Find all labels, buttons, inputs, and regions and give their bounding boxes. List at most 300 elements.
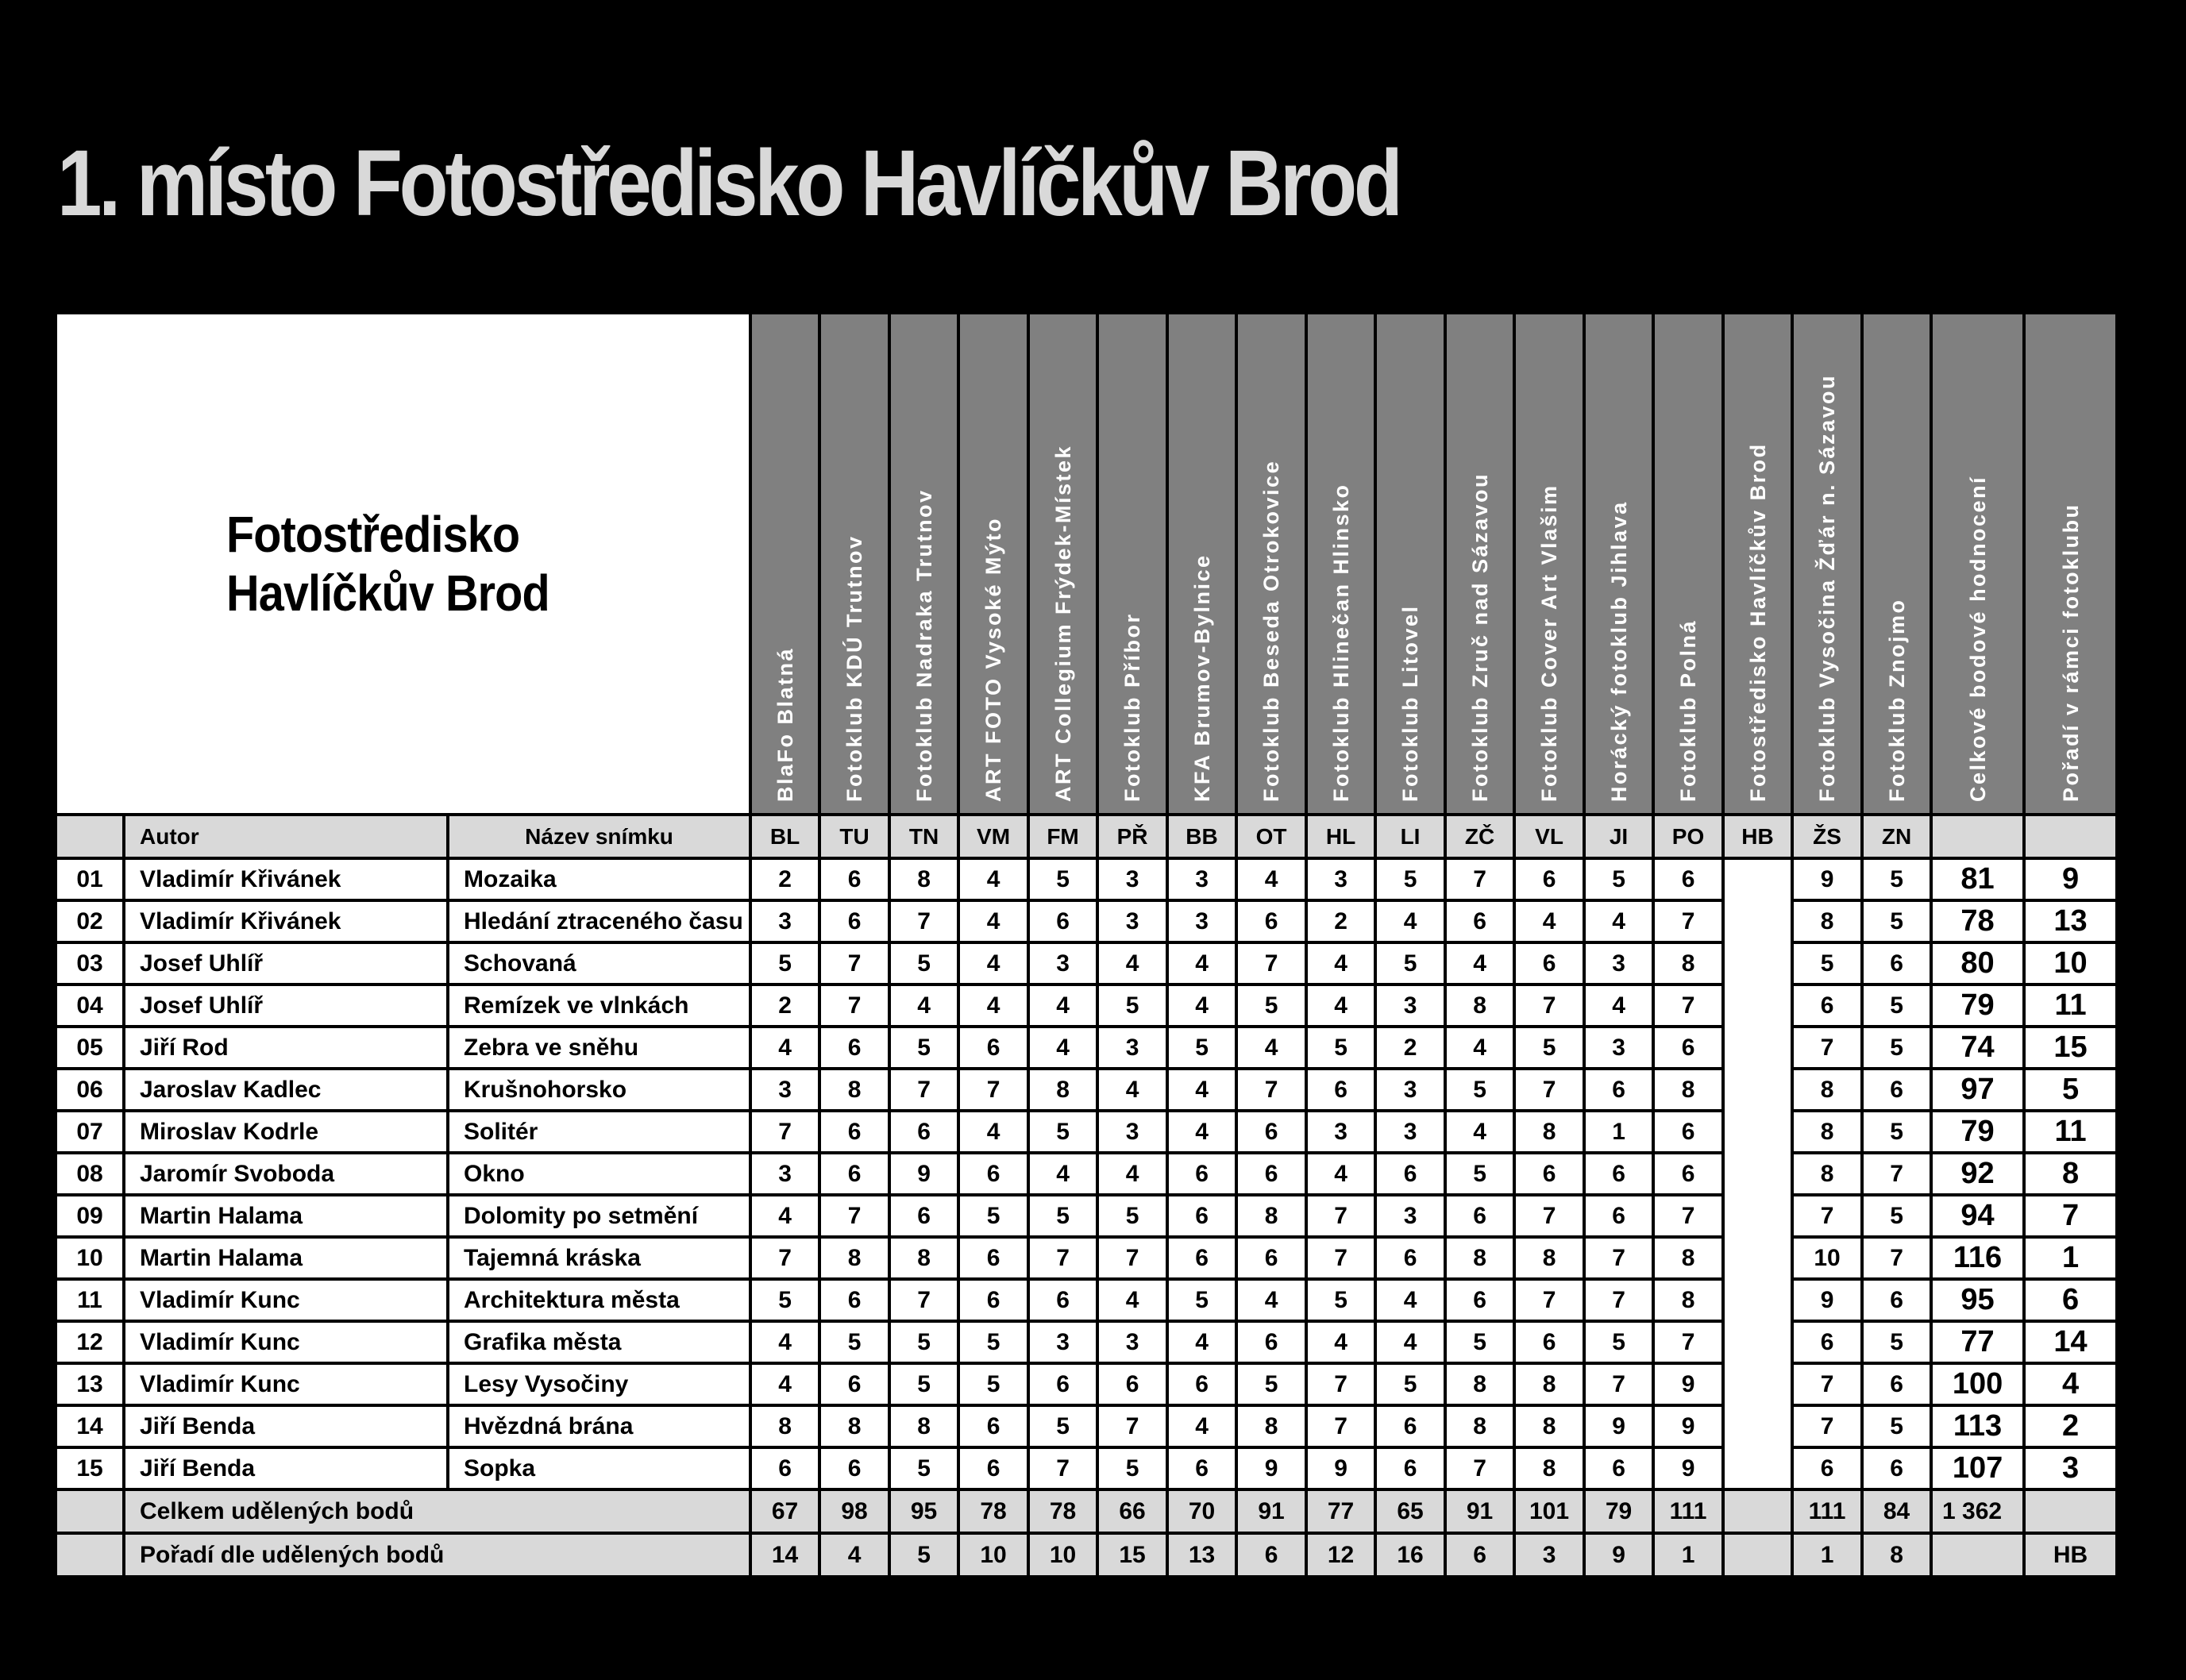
author-cell: Vladimír Kunc xyxy=(124,1363,448,1405)
score-cell: 6 xyxy=(1653,1111,1723,1153)
club-code-cell: FM xyxy=(1028,815,1097,858)
totals-row-value: 91 xyxy=(1445,1489,1514,1533)
score-cell: 3 xyxy=(1028,1321,1097,1363)
score-cell: 1 xyxy=(1584,1111,1653,1153)
score-cell: 7 xyxy=(1306,1405,1375,1447)
score-cell: 3 xyxy=(1097,1111,1167,1153)
score-cell: 4 xyxy=(1097,1153,1167,1195)
score-cell: 5 xyxy=(1862,900,1931,942)
score-cell: 7 xyxy=(1584,1237,1653,1279)
score-cell: 8 xyxy=(1514,1237,1584,1279)
rank-cell: 11 xyxy=(2024,1111,2117,1153)
score-cell: 7 xyxy=(958,1069,1028,1111)
score-cell: 6 xyxy=(1028,900,1097,942)
score-cell: 7 xyxy=(1306,1237,1375,1279)
score-cell: 8 xyxy=(1792,1111,1862,1153)
score-cell xyxy=(1723,1447,1792,1489)
club-code-cell: HB xyxy=(1723,815,1792,858)
score-cell: 5 xyxy=(1514,1027,1584,1069)
ranking-row-value: 4 xyxy=(819,1533,889,1577)
row-number: 07 xyxy=(56,1111,124,1153)
club-column-header xyxy=(1167,313,1236,815)
score-cell: 6 xyxy=(1375,1237,1445,1279)
totals-row-value: 67 xyxy=(750,1489,819,1533)
score-cell: 9 xyxy=(1306,1447,1375,1489)
score-cell: 8 xyxy=(1653,1237,1723,1279)
total-score-cell: 79 xyxy=(1931,1111,2024,1153)
column-codes-row xyxy=(56,815,2117,858)
score-cell: 3 xyxy=(1375,1195,1445,1237)
score-cell: 4 xyxy=(958,858,1028,900)
score-cell: 6 xyxy=(819,1447,889,1489)
score-cell: 3 xyxy=(1028,942,1097,984)
row-number: 04 xyxy=(56,984,124,1027)
score-cell: 5 xyxy=(889,942,958,984)
score-cell: 6 xyxy=(1167,1153,1236,1195)
score-cell: 6 xyxy=(958,1027,1028,1069)
club-code-cell: LI xyxy=(1375,815,1445,858)
score-cell: 6 xyxy=(1167,1195,1236,1237)
score-cell: 6 xyxy=(819,1111,889,1153)
club-column-label: Fotoklub Zruč nad Sázavou xyxy=(1467,472,1492,802)
club-column-label: Fotoklub Litovel xyxy=(1398,604,1423,802)
score-cell: 4 xyxy=(1167,1405,1236,1447)
author-cell: Martin Halama xyxy=(124,1195,448,1237)
score-cell: 4 xyxy=(1445,1111,1514,1153)
score-cell: 7 xyxy=(1306,1195,1375,1237)
table-row xyxy=(56,1237,2117,1279)
blank-cell xyxy=(56,1533,124,1577)
total-score-cell: 79 xyxy=(1931,984,2024,1027)
score-cell: 6 xyxy=(1445,1279,1514,1321)
author-cell: Vladimír Křivánek xyxy=(124,858,448,900)
total-score-cell: 81 xyxy=(1931,858,2024,900)
club-column-header xyxy=(1097,313,1167,815)
total-score-cell: 94 xyxy=(1931,1195,2024,1237)
score-cell: 4 xyxy=(1375,1321,1445,1363)
row-number: 05 xyxy=(56,1027,124,1069)
author-cell: Vladimír Křivánek xyxy=(124,900,448,942)
score-cell: 5 xyxy=(1375,858,1445,900)
score-cell: 6 xyxy=(819,1363,889,1405)
club-code-cell: OT xyxy=(1236,815,1306,858)
club-column-header xyxy=(1792,313,1862,815)
score-cell: 4 xyxy=(1028,1153,1097,1195)
rank-cell: 7 xyxy=(2024,1195,2117,1237)
table-row xyxy=(56,1195,2117,1237)
ranking-row-value: 3 xyxy=(1514,1533,1584,1577)
score-cell: 6 xyxy=(1236,1153,1306,1195)
total-score-cell: 78 xyxy=(1931,900,2024,942)
score-cell: 6 xyxy=(1375,1405,1445,1447)
total-score-cell: 100 xyxy=(1931,1363,2024,1405)
score-cell: 6 xyxy=(1862,1279,1931,1321)
score-cell: 5 xyxy=(1862,1405,1931,1447)
score-cell: 4 xyxy=(958,984,1028,1027)
score-cell: 3 xyxy=(750,1153,819,1195)
table-row xyxy=(56,1405,2117,1447)
totals-row-value: 98 xyxy=(819,1489,889,1533)
club-code-cell: TN xyxy=(889,815,958,858)
score-cell: 4 xyxy=(1584,900,1653,942)
row-number: 01 xyxy=(56,858,124,900)
score-cell: 6 xyxy=(958,1405,1028,1447)
score-cell: 7 xyxy=(1792,1405,1862,1447)
score-cell xyxy=(1723,1321,1792,1363)
score-cell: 5 xyxy=(958,1195,1028,1237)
total-score-cell: 74 xyxy=(1931,1027,2024,1069)
score-cell: 6 xyxy=(819,1027,889,1069)
blank-cell xyxy=(1931,1533,2024,1577)
club-column-header xyxy=(1862,313,1931,815)
photo-title-cell: Sopka xyxy=(448,1447,750,1489)
score-cell: 5 xyxy=(1584,1321,1653,1363)
score-cell xyxy=(1723,942,1792,984)
club-column-label: Fotoklub Hlinečan Hlinsko xyxy=(1328,483,1353,802)
club-column-label: Fotoklub Cover Art Vlašim xyxy=(1537,484,1562,802)
total-score-cell: 116 xyxy=(1931,1237,2024,1279)
score-cell: 8 xyxy=(819,1069,889,1111)
ranking-row-value: 14 xyxy=(750,1533,819,1577)
score-cell: 4 xyxy=(1167,984,1236,1027)
score-cell: 8 xyxy=(1445,984,1514,1027)
score-cell: 5 xyxy=(1375,1363,1445,1405)
score-cell: 7 xyxy=(1097,1237,1167,1279)
score-cell: 5 xyxy=(1028,1405,1097,1447)
score-cell: 4 xyxy=(1097,1279,1167,1321)
score-cell: 6 xyxy=(1792,984,1862,1027)
score-cell: 5 xyxy=(889,1447,958,1489)
author-cell: Jiří Benda xyxy=(124,1405,448,1447)
score-cell: 6 xyxy=(958,1153,1028,1195)
ranking-row-value: 10 xyxy=(958,1533,1028,1577)
club-column-label: BlaFo Blatná xyxy=(773,646,797,802)
score-cell: 5 xyxy=(1792,942,1862,984)
author-cell: Vladimír Kunc xyxy=(124,1279,448,1321)
score-cell: 5 xyxy=(1862,1111,1931,1153)
score-cell: 3 xyxy=(750,1069,819,1111)
totals-row-label: Celkem udělených bodů xyxy=(124,1489,750,1533)
score-cell: 8 xyxy=(1653,942,1723,984)
score-cell: 8 xyxy=(1514,1405,1584,1447)
totals-row-value: 66 xyxy=(1097,1489,1167,1533)
score-cell: 4 xyxy=(1306,1321,1375,1363)
club-column-label: Fotoklub Příbor xyxy=(1120,612,1145,802)
club-column-header xyxy=(1306,313,1375,815)
totals-row-value: 91 xyxy=(1236,1489,1306,1533)
score-cell: 5 xyxy=(1862,1195,1931,1237)
score-cell: 4 xyxy=(1236,858,1306,900)
score-cell: 6 xyxy=(1514,942,1584,984)
rank-cell: 13 xyxy=(2024,900,2117,942)
score-cell: 3 xyxy=(1375,1111,1445,1153)
score-cell: 8 xyxy=(889,1237,958,1279)
score-cell xyxy=(1723,984,1792,1027)
score-cell: 8 xyxy=(1514,1447,1584,1489)
total-score-cell: 95 xyxy=(1931,1279,2024,1321)
photo-title-cell: Hledání ztraceného času xyxy=(448,900,750,942)
score-cell: 3 xyxy=(1375,984,1445,1027)
score-cell: 7 xyxy=(819,942,889,984)
rank-cell: 2 xyxy=(2024,1405,2117,1447)
photo-title-cell: Krušnohorsko xyxy=(448,1069,750,1111)
score-cell: 8 xyxy=(750,1405,819,1447)
rank-cell: 15 xyxy=(2024,1027,2117,1069)
no-header-cell xyxy=(56,815,124,858)
score-cell: 5 xyxy=(1445,1153,1514,1195)
score-cell: 5 xyxy=(1097,1195,1167,1237)
score-cell: 5 xyxy=(1167,1027,1236,1069)
club-column-label: Fotoklub Znojmo xyxy=(1884,598,1909,802)
club-column-label: Horácký fotoklub Jihlava xyxy=(1606,500,1631,802)
score-cell: 7 xyxy=(1445,1447,1514,1489)
score-cell: 9 xyxy=(1584,1405,1653,1447)
score-cell: 9 xyxy=(1653,1405,1723,1447)
club-column-label: Fotostředisko Havlíčkův Brod xyxy=(1745,442,1770,802)
score-cell: 7 xyxy=(1028,1237,1097,1279)
photo-title-cell: Grafika města xyxy=(448,1321,750,1363)
table-row xyxy=(56,1279,2117,1321)
score-cell: 3 xyxy=(1306,1111,1375,1153)
ranking-row-value: 16 xyxy=(1375,1533,1445,1577)
score-cell: 4 xyxy=(958,942,1028,984)
ranking-row-value: 6 xyxy=(1445,1533,1514,1577)
totals-row-value: 111 xyxy=(1792,1489,1862,1533)
photo-title-cell: Tajemná kráska xyxy=(448,1237,750,1279)
row-number: 02 xyxy=(56,900,124,942)
score-cell: 7 xyxy=(1236,1069,1306,1111)
club-column-header xyxy=(1653,313,1723,815)
score-cell: 5 xyxy=(1445,1321,1514,1363)
score-cell: 6 xyxy=(1167,1363,1236,1405)
club-code-cell: ZN xyxy=(1862,815,1931,858)
score-cell xyxy=(1723,1153,1792,1195)
score-cell: 4 xyxy=(1375,900,1445,942)
table-row xyxy=(56,1111,2117,1153)
score-cell: 7 xyxy=(819,984,889,1027)
score-cell: 4 xyxy=(750,1321,819,1363)
score-cell: 5 xyxy=(889,1027,958,1069)
club-column-header xyxy=(1028,313,1097,815)
score-cell: 7 xyxy=(889,900,958,942)
header-row xyxy=(56,313,2117,815)
score-cell: 7 xyxy=(1792,1363,1862,1405)
totals-row-value: 65 xyxy=(1375,1489,1445,1533)
score-cell: 5 xyxy=(750,942,819,984)
results-table xyxy=(54,311,2119,1578)
total-score-cell: 92 xyxy=(1931,1153,2024,1195)
rank-cell: 6 xyxy=(2024,1279,2117,1321)
club-name-line-2: Havlíčkův Brod xyxy=(226,564,549,622)
club-column-header xyxy=(1375,313,1445,815)
author-cell: Josef Uhlíř xyxy=(124,942,448,984)
photo-header: Název snímku xyxy=(448,815,750,858)
score-cell: 6 xyxy=(889,1195,958,1237)
score-cell: 3 xyxy=(1097,1027,1167,1069)
score-cell: 4 xyxy=(1028,1027,1097,1069)
score-cell: 4 xyxy=(1306,1153,1375,1195)
score-cell: 5 xyxy=(1306,1027,1375,1069)
score-cell: 7 xyxy=(889,1069,958,1111)
score-cell: 8 xyxy=(1653,1279,1723,1321)
score-cell: 5 xyxy=(1862,1321,1931,1363)
score-cell: 5 xyxy=(1306,1279,1375,1321)
club-column-label: Fotoklub Polná xyxy=(1676,619,1701,802)
score-cell: 6 xyxy=(1445,900,1514,942)
score-cell: 6 xyxy=(1028,1279,1097,1321)
club-code-cell: BL xyxy=(750,815,819,858)
author-cell: Jiří Rod xyxy=(124,1027,448,1069)
club-name-box xyxy=(56,313,750,815)
club-code-cell: JI xyxy=(1584,815,1653,858)
score-cell: 7 xyxy=(1653,900,1723,942)
row-number: 06 xyxy=(56,1069,124,1111)
score-cell: 9 xyxy=(1236,1447,1306,1489)
club-code-cell: VM xyxy=(958,815,1028,858)
score-cell: 7 xyxy=(1514,1069,1584,1111)
score-cell: 4 xyxy=(1445,1027,1514,1069)
club-column-header xyxy=(1514,313,1584,815)
score-cell: 7 xyxy=(1514,1279,1584,1321)
club-code-cell: ŽS xyxy=(1792,815,1862,858)
score-cell: 4 xyxy=(750,1363,819,1405)
score-cell: 4 xyxy=(1306,942,1375,984)
club-name-line-1: Fotostředisko xyxy=(226,506,520,563)
club-column-header xyxy=(750,313,819,815)
photo-title-cell: Lesy Vysočiny xyxy=(448,1363,750,1405)
score-cell: 6 xyxy=(1862,1363,1931,1405)
ranking-row-value: 12 xyxy=(1306,1533,1375,1577)
blank-cell xyxy=(56,1489,124,1533)
score-cell: 5 xyxy=(1028,1111,1097,1153)
author-cell: Vladimír Kunc xyxy=(124,1321,448,1363)
score-cell: 6 xyxy=(1862,942,1931,984)
table-row xyxy=(56,942,2117,984)
score-cell: 6 xyxy=(1862,1069,1931,1111)
author-cell: Jaromír Svoboda xyxy=(124,1153,448,1195)
score-cell xyxy=(1723,858,1792,900)
club-code-cell: TU xyxy=(819,815,889,858)
score-cell: 6 xyxy=(1792,1321,1862,1363)
score-cell xyxy=(1723,1363,1792,1405)
score-cell: 7 xyxy=(1653,1321,1723,1363)
ranking-row xyxy=(56,1533,2117,1577)
ranking-row-value: 8 xyxy=(1862,1533,1931,1577)
score-cell: 7 xyxy=(1028,1447,1097,1489)
score-cell: 6 xyxy=(1167,1237,1236,1279)
score-cell: 2 xyxy=(750,984,819,1027)
score-cell: 3 xyxy=(1097,900,1167,942)
score-cell: 8 xyxy=(1792,1153,1862,1195)
totals-row-value: 78 xyxy=(958,1489,1028,1533)
row-number: 09 xyxy=(56,1195,124,1237)
club-column-label: ART Collegium Frýdek-Místek xyxy=(1051,444,1075,802)
score-cell: 9 xyxy=(1792,858,1862,900)
score-cell: 4 xyxy=(1167,1321,1236,1363)
score-cell: 7 xyxy=(1514,984,1584,1027)
score-cell xyxy=(1723,900,1792,942)
rank-cell: 5 xyxy=(2024,1069,2117,1111)
total-score-cell: 80 xyxy=(1931,942,2024,984)
table-row xyxy=(56,1153,2117,1195)
author-cell: Miroslav Kodrle xyxy=(124,1111,448,1153)
totals-row-value: 77 xyxy=(1306,1489,1375,1533)
score-cell: 7 xyxy=(1514,1195,1584,1237)
score-cell: 7 xyxy=(1862,1237,1931,1279)
score-cell: 6 xyxy=(750,1447,819,1489)
photo-title-cell: Solitér xyxy=(448,1111,750,1153)
score-cell xyxy=(1723,1405,1792,1447)
score-cell: 7 xyxy=(1445,858,1514,900)
empty-code-cell xyxy=(2024,815,2117,858)
grand-total-cell: 1 362 xyxy=(1931,1489,2024,1533)
score-cell: 3 xyxy=(750,900,819,942)
photo-title-cell: Okno xyxy=(448,1153,750,1195)
score-cell: 6 xyxy=(1653,1153,1723,1195)
ranking-row-value: 5 xyxy=(889,1533,958,1577)
score-cell: 2 xyxy=(750,858,819,900)
score-cell: 3 xyxy=(1097,858,1167,900)
score-cell: 4 xyxy=(1584,984,1653,1027)
rank-cell: 10 xyxy=(2024,942,2117,984)
photo-title-cell: Remízek ve vlnkách xyxy=(448,984,750,1027)
photo-title-cell: Hvězdná brána xyxy=(448,1405,750,1447)
score-cell: 5 xyxy=(1097,984,1167,1027)
total-score-cell: 77 xyxy=(1931,1321,2024,1363)
score-cell: 8 xyxy=(1792,1069,1862,1111)
score-cell: 4 xyxy=(1167,1069,1236,1111)
score-cell: 8 xyxy=(819,1405,889,1447)
score-cell xyxy=(1723,1237,1792,1279)
score-cell: 4 xyxy=(1236,1027,1306,1069)
table-row xyxy=(56,1363,2117,1405)
club-column-label: Fotoklub KDÚ Trutnov xyxy=(842,534,867,802)
score-cell: 5 xyxy=(1375,942,1445,984)
table-row xyxy=(56,1069,2117,1111)
score-cell xyxy=(1723,1027,1792,1069)
totals-row xyxy=(56,1489,2117,1533)
score-cell: 6 xyxy=(1584,1447,1653,1489)
score-cell: 9 xyxy=(889,1153,958,1195)
score-cell: 7 xyxy=(1653,984,1723,1027)
score-cell: 5 xyxy=(1236,1363,1306,1405)
score-cell: 6 xyxy=(889,1111,958,1153)
club-column-header xyxy=(1584,313,1653,815)
rank-cell: 4 xyxy=(2024,1363,2117,1405)
score-cell: 5 xyxy=(750,1279,819,1321)
score-cell: 7 xyxy=(1236,942,1306,984)
score-cell: 9 xyxy=(1653,1447,1723,1489)
total-score-cell: 97 xyxy=(1931,1069,2024,1111)
score-cell: 6 xyxy=(958,1279,1028,1321)
score-cell: 6 xyxy=(1236,1111,1306,1153)
score-cell: 8 xyxy=(1514,1363,1584,1405)
photo-title-cell: Dolomity po setmění xyxy=(448,1195,750,1237)
score-cell: 6 xyxy=(1097,1363,1167,1405)
score-cell: 3 xyxy=(1375,1069,1445,1111)
empty-code-cell xyxy=(1931,815,2024,858)
club-column-header xyxy=(1236,313,1306,815)
row-number: 15 xyxy=(56,1447,124,1489)
score-cell: 6 xyxy=(819,1279,889,1321)
score-cell: 7 xyxy=(1862,1153,1931,1195)
club-code-cell: PŘ xyxy=(1097,815,1167,858)
club-column-header xyxy=(889,313,958,815)
totals-row-value: 84 xyxy=(1862,1489,1931,1533)
score-cell: 8 xyxy=(1445,1405,1514,1447)
rank-cell: 1 xyxy=(2024,1237,2117,1279)
score-cell: 6 xyxy=(1445,1195,1514,1237)
